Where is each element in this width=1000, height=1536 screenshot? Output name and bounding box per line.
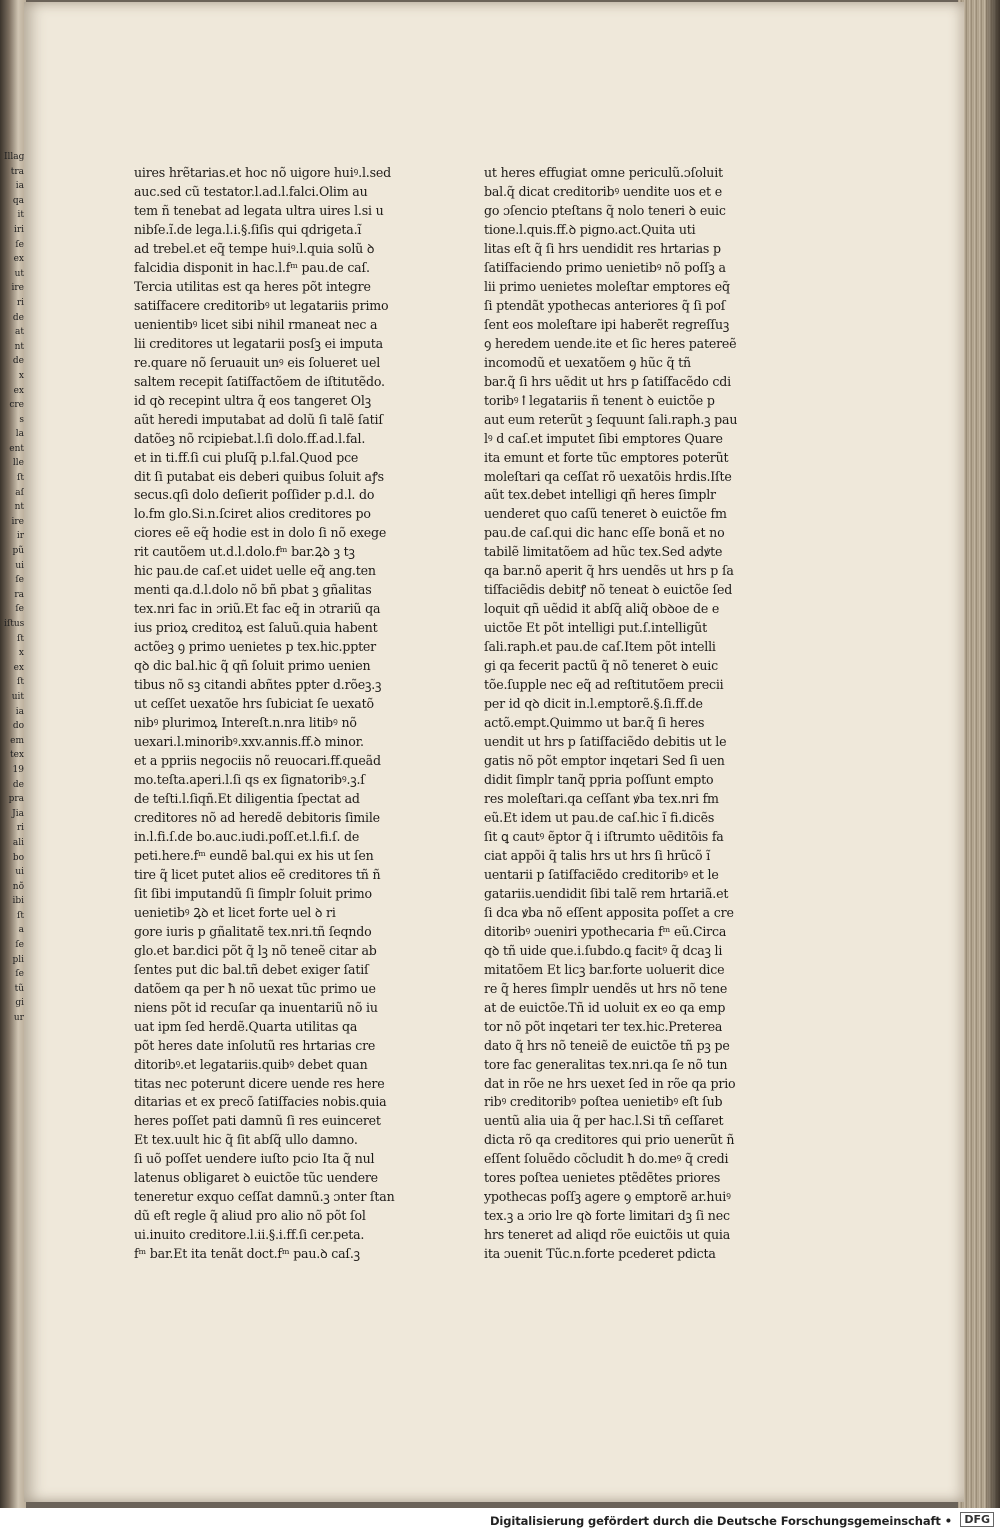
margin-fragment: de — [12, 779, 24, 790]
margin-fragment: ir — [16, 531, 24, 542]
margin-fragment: pra — [8, 794, 24, 805]
margin-fragment: cre — [9, 400, 24, 411]
text-line: satiſfacere creditoribꝰ ut legatariis primo — [134, 297, 389, 313]
text-line: ciat appõi q̃ talis hrs ut hrs ſi hrũcõ ĩ — [484, 847, 711, 863]
text-line: uentarii p ſatiſfaciẽdo creditoribꝰ et le — [484, 866, 719, 882]
text-line: tem ñ tenebat ad legata ultra uires l.si u — [134, 202, 384, 218]
text-line: ſit ſibi imputandũ ſi ſimplr ſoluit primo — [134, 885, 372, 901]
text-line: ius prioꝝ creditoꝝ est ſaluũ.quia habent — [134, 620, 378, 636]
text-line: dit ſi putabat eis deberi quibus ſoluit aꝭs — [134, 468, 384, 484]
text-line: aũt heredi imputabat ad dolũ ſi talẽ ſatiſ — [134, 411, 383, 427]
margin-fragment: Illag — [4, 152, 24, 162]
margin-fragment: ire — [11, 283, 24, 294]
text-line: uictõe Et põt intelligi put.ſ.intelligũt — [484, 620, 707, 636]
text-line: aut eum reterũt ꝫ ſequunt ſali.raph.ꝫ pau — [484, 411, 738, 427]
text-line: tabilẽ limitatõem ad hũc tex.Sed adꝟte — [484, 544, 723, 560]
text-line: Et tex.uult hic q̃ ſit abſq̃ ullo damno. — [134, 1132, 358, 1148]
text-line: incomodũ et uexatõem ꝯ hũc q̃ tñ — [484, 354, 691, 370]
text-line: menti qa.d.l.dolo nõ bñ pbat ꝫ gñalitas — [134, 582, 372, 598]
text-line: uendit ut hrs p ſatiſfaciẽdo debitis ut le — [484, 734, 727, 750]
text-line: hic pau.de caſ.et uidet uelle eq̃ ang.ten — [134, 563, 376, 579]
text-line: ui.inuito creditore.l.ii.§.i.ff.ſi cer.peta. — [134, 1227, 365, 1243]
text-line: litas eſt q̃ ſi hrs uendidit res hrtarias p — [484, 240, 721, 256]
margin-fragment: ri — [16, 823, 24, 834]
text-line: ad trebel.et eq̃ tempe huiꝰ.l.quia solũ ꝺ — [134, 240, 375, 256]
margin-fragment: la — [15, 429, 24, 440]
text-line: ditoribꝰ ɔueniri ypothecaria fᵐ eũ.Circa — [484, 923, 727, 939]
text-line: lo.fm glo.Si.n.ſciret alios creditores po — [134, 506, 371, 522]
margin-fragment: ſt — [17, 633, 24, 644]
text-line: actõeꝫ ꝯ primo uenietes p tex.hic.ppter — [134, 639, 377, 655]
text-line: saltem recepit ſatiſfactõem de iſtitutẽdo. — [134, 373, 385, 389]
margin-fragment: em — [10, 735, 24, 746]
text-line: actõ.empt.Quimmo ut bar.q̃ ſi heres — [484, 715, 705, 731]
text-line: ſatiſfaciendo primo uenietibꝰ nõ poſſꝫ a — [484, 259, 726, 275]
margin-fragment: ſe — [15, 239, 24, 250]
text-line: tore fac generalitas tex.nri.qa ſe nõ tun — [484, 1056, 728, 1072]
text-line: res moleſtari.qa ceſſant ꝟba tex.nri fm — [484, 790, 719, 806]
text-line: datõem qa per ħ nõ uexat tũc primo ue — [134, 980, 376, 996]
text-line: ut ceſſet uexatõe hrs ſubiciat ſe uexatõ — [134, 696, 374, 712]
text-line: uat ipm ſed herdẽ.Quarta utilitas qa — [134, 1018, 358, 1034]
text-line: gatis nõ põt emptor inqetari Sed ſi uen — [484, 753, 725, 769]
text-line: loquit qñ uẽdid it abſq̃ aliq̃ obꝺoe de e — [484, 601, 720, 617]
text-line: ita emunt et forte tũc emptores poterũt — [484, 449, 729, 465]
text-line: id qꝺ recepint ultra q̃ eos tangeret Olꝫ — [134, 392, 371, 408]
text-line: latenus obligaret ꝺ euictõe tũc uendere — [134, 1170, 378, 1186]
funding-credit — [490, 1514, 952, 1528]
text-line: eũ.Et idem ut pau.de caſ.hic ĩ fi.dicẽs — [484, 809, 715, 825]
text-line: ciores eẽ eq̃ hodie est in dolo ſi nõ exege — [134, 525, 387, 541]
text-line: dũ eſt regle q̃ aliud pro alio nõ põt ſol — [134, 1208, 366, 1224]
text-line: uenientibꝰ licet sibi nihil rmaneat nec a — [134, 316, 378, 332]
text-line: lii creditores ut legatarii posſꝫ ei imputa — [134, 335, 383, 351]
margin-fragment: tex — [9, 750, 24, 761]
text-line: mo.teſta.aperi.l.ſi qs ex ſignatoribꝰ.ꝫ.ſ — [134, 772, 365, 787]
margin-fragment: Jia — [12, 808, 24, 819]
text-line: bal.q̃ dicat creditoribꝰ uendite uos et e — [484, 183, 722, 199]
text-line: dicta rõ qa creditores qui prio uenerũt ñ — [484, 1132, 735, 1148]
margin-fragment: ra — [14, 589, 24, 600]
margin-fragment: pũ — [12, 546, 24, 557]
margin-fragment: tũ — [14, 983, 24, 994]
text-line: Tercia utilitas est qa heres põt integre — [134, 278, 371, 294]
margin-fragment: ex — [13, 254, 24, 265]
text-line: nibſe.ĩ.de lega.l.i.§.ſiſis qui qdrigeta.ĩ — [134, 221, 362, 237]
funding-credit-separator: • — [944, 1514, 952, 1528]
text-line: moleſtari qa ceſſat rõ uexatõis hrdis.Iſte — [484, 468, 732, 484]
dfg-logo: DFG — [960, 1512, 994, 1527]
margin-fragment: nõ — [12, 881, 24, 892]
text-line: tex.ꝫ a ɔrio lre qꝺ forte limitari dꝫ ſi nec — [484, 1208, 730, 1224]
text-line: et a ppriis negociis nõ reuocari.ff.queãd — [134, 753, 381, 769]
margin-fragment: a — [18, 925, 24, 936]
text-line: de teſti.l.ſiqñ.Et diligentia ſpectat ad — [134, 790, 360, 806]
text-line: gore iuris p gñalitatẽ tex.nri.tñ ſeqndo — [134, 923, 372, 939]
margin-fragment: it — [17, 210, 24, 221]
text-line: go ɔſencio pteſtans q̃ nolo teneri ꝺ euic — [484, 202, 726, 218]
margin-fragment: ri — [16, 297, 24, 308]
margin-fragment: s — [19, 414, 24, 425]
right-text-column — [484, 164, 746, 1264]
previous-page-margin-text — [4, 150, 24, 1270]
margin-fragment: ſe — [15, 575, 24, 586]
text-line: ſi ptendãt ypothecas anteriores q̃ ſi poſ — [484, 297, 726, 313]
text-line: toribꝰ ꝉ legatariis ñ tenent ꝺ euictõe p — [484, 392, 715, 408]
text-line: rit cautõem ut.d.l.dolo.fᵐ bar.Ꝝꝺ ꝫ tꝫ — [134, 544, 355, 560]
margin-fragment: ex — [13, 385, 24, 396]
margin-fragment: ia — [15, 706, 24, 717]
text-line: at de euictõe.Tñ id uoluit ex eo qa emp — [484, 999, 726, 1015]
right-edge-shadow — [986, 0, 1000, 1508]
margin-fragment: ui — [15, 867, 24, 878]
text-line: tor nõ põt inqetari ter tex.hic.Preterea — [484, 1018, 723, 1034]
text-line: ut heres effugiat omne periculũ.ɔſoluit — [484, 165, 723, 180]
text-line: datõeꝫ nõ rcipiebat.l.ſi dolo.ff.ad.l.fal. — [134, 430, 366, 446]
text-line: teneretur exquo ceſſat damnũ.ꝫ ɔnter ſtan — [134, 1189, 395, 1205]
text-line: põt heres date inſolutũ res hrtarias cre — [134, 1037, 376, 1053]
margin-fragment: qa — [12, 195, 24, 206]
text-line: lii primo uenietes moleſtar emptores eq̃ — [484, 278, 730, 294]
text-line: titas nec poterunt dicere uende res here — [134, 1075, 385, 1091]
text-line: ſent eos moleſtare ipi haberẽt regreſſuꝫ — [484, 316, 730, 332]
margin-fragment: 19 — [12, 764, 24, 775]
text-line: tiſfaciẽdis debitꝭ nõ teneat ꝺ euictõe ſed — [484, 582, 733, 598]
text-line: mitatõem Et licꝫ bar.forte uoluerit dice — [484, 961, 725, 977]
margin-fragment: nt — [14, 502, 24, 513]
margin-fragment: ſt — [17, 677, 24, 688]
text-line: ribꝰ creditoribꝰ poſtea uenietibꝰ eſt ſub — [484, 1094, 723, 1110]
text-line: et in ti.ff.ſi cui pluſq̃ p.l.fal.Quod pce — [134, 449, 359, 465]
text-line: ita ɔuenit Tũc.n.forte pcederet pdicta — [484, 1246, 716, 1262]
text-line: niens põt id recuſar qa inuentariũ nõ iu — [134, 999, 378, 1015]
text-line: ditoribꝰ.et legatariis.quibꝰ debet quan — [134, 1056, 368, 1072]
margin-fragment: ut — [14, 268, 24, 279]
text-line: ditarias et ex precõ ſatiſfacies nobis.quia — [134, 1094, 387, 1110]
text-line: nibꝰ plurimoꝝ Intereſt.n.nra litibꝰ nõ — [134, 715, 357, 731]
text-line: ſentes put dic bal.tñ debet exiger ſatiſ — [134, 961, 369, 977]
margin-fragment: pli — [12, 954, 24, 965]
margin-fragment: aſ — [15, 487, 24, 498]
text-line: aũt tex.debet intelligi qñ heres ſimplr — [484, 487, 716, 503]
text-line: tores poſtea uenietes ptẽdẽtes priores — [484, 1170, 721, 1186]
text-line: dato q̃ hrs nõ teneiẽ de euictõe tñ pꝫ pe — [484, 1037, 730, 1053]
margin-fragment: ia — [15, 181, 24, 192]
margin-fragment: ire — [11, 516, 24, 527]
text-line: ypothecas poſſꝫ agere ꝯ emptorẽ ar.huiꝰ — [484, 1189, 731, 1205]
margin-fragment: x — [18, 370, 24, 381]
text-line: uenderet quo caſũ teneret ꝺ euictõe fm — [484, 506, 727, 522]
text-line: uires hrẽtarias.et hoc nõ uigore huiꝰ.l.sed — [134, 165, 391, 180]
margin-fragment: gi — [15, 998, 24, 1009]
text-line: ſi uõ poſſet uendere iuſto pcio Ita q̃ nul — [134, 1151, 375, 1167]
text-line: fᵐ bar.Et ita tenãt doct.fᵐ pau.ꝺ caſ.ꝫ — [134, 1246, 360, 1262]
text-line: didit ſimplr tanq̃ ppria poſſunt empto — [484, 772, 714, 787]
text-line: gatariis.uendidit ſibi talẽ rem hrtariã.et — [484, 885, 729, 901]
text-line: hrs teneret ad aliqd rõe euictõis ut quia — [484, 1227, 730, 1243]
text-line: glo.et bar.dici põt q̃ lꝫ nõ teneẽ citar ab — [134, 942, 377, 958]
margin-fragment: ibi — [12, 896, 24, 907]
text-line: uenietibꝰ Ꝝꝺ et licet forte uel ꝺ ri — [134, 904, 336, 920]
margin-fragment: ent — [9, 443, 24, 454]
margin-fragment: do — [12, 721, 24, 732]
text-line: eſſent ſoluẽdo cõcludit ħ do.meꝰ q̃ credi — [484, 1151, 729, 1167]
text-line: tione.l.quis.ff.ꝺ pigno.act.Quita uti — [484, 221, 696, 237]
margin-fragment: iſtus — [4, 619, 24, 629]
margin-fragment: ſe — [15, 604, 24, 615]
text-line: gi qa fecerit pactũ q̃ nõ teneret ꝺ euic — [484, 658, 718, 674]
text-line: lꝰ d caſ.et imputet ſibi emptores Quare — [484, 430, 723, 446]
margin-fragment: ſe — [15, 940, 24, 951]
text-line: bar.q̃ ſi hrs uẽdit ut hrs p ſatiſfacẽdo cdi — [484, 373, 731, 389]
text-line: ſit ꝗ cautꝰ ẽptor q̃ i iſtrumto uẽditõis fa — [484, 828, 724, 844]
margin-fragment: x — [18, 648, 24, 659]
text-line: auc.sed cũ testator.l.ad.l.falci.Olim au — [134, 183, 368, 199]
margin-fragment: ſe — [15, 969, 24, 980]
margin-fragment: nt — [14, 341, 24, 352]
left-text-column — [134, 164, 396, 1264]
text-line: qꝺ dic bal.hic q̃ qñ ſoluit primo uenien — [134, 658, 371, 674]
text-line: re.quare nõ ſeruauit unꝰ eis ſolueret uel — [134, 354, 381, 370]
margin-fragment: ſt — [17, 910, 24, 921]
margin-fragment: ex — [13, 662, 24, 673]
text-line: tire q̃ licet putet alios eẽ creditores tñ ñ — [134, 866, 381, 882]
text-line: ſali.raph.et pau.de caſ.Item põt intelli — [484, 639, 716, 655]
margin-fragment: ui — [15, 560, 24, 571]
margin-fragment: de — [12, 356, 24, 367]
margin-fragment: ſt — [17, 473, 24, 484]
text-line: in.l.fi.ſ.de bo.auc.iudi.poſſ.et.l.fi.ſ. de — [134, 828, 360, 844]
text-line: tex.nri fac in ɔriũ.Et fac eq̃ in ɔtrariũ qa — [134, 601, 381, 617]
text-line: uexari.l.minoribꝰ.xxv.annis.ff.ꝺ minor. — [134, 734, 364, 750]
book-page — [24, 2, 964, 1502]
text-line: tõe.ſupple nec eq̃ ad reſtitutõem precii — [484, 677, 724, 693]
margin-fragment: iri — [13, 224, 24, 235]
margin-fragment: de — [12, 312, 24, 323]
text-line: falcidia disponit in hac.l.fᵐ pau.de caſ. — [134, 259, 370, 275]
margin-fragment: ur — [13, 1013, 24, 1024]
text-line: ſi dca ꝟba nõ eſſent apposita poſſet a cre — [484, 904, 734, 920]
text-line: uentũ alia uia q̃ per hac.l.Si tñ ceſſaret — [484, 1113, 724, 1129]
text-line: creditores nõ ad heredẽ debitoris ſimile — [134, 809, 380, 825]
text-line: heres poſſet pati damnũ ſi res euinceret — [134, 1113, 381, 1129]
margin-fragment: bo — [12, 852, 24, 863]
margin-fragment: at — [15, 327, 24, 338]
margin-fragment: uit — [11, 691, 24, 702]
text-line: secus.qſi dolo deſierit poſſider p.d.l. do — [134, 487, 375, 503]
text-line: re q̃ heres ſimplr uendẽs ut hrs nõ tene — [484, 980, 728, 996]
text-line: peti.here.fᵐ eundẽ bal.qui ex his ut ſen — [134, 847, 374, 863]
margin-fragment: lle — [12, 458, 24, 469]
text-line: dat in rõe ne hrs uexet ſed in rõe qa prio — [484, 1075, 736, 1091]
funding-credit-text: Digitalisierung gefördert durch die Deutsche Forschungsgemeinschaft — [489, 1514, 941, 1528]
text-line: per id qꝺ dicit in.l.emptorẽ.§.ſi.ff.de — [484, 696, 703, 712]
text-line: qꝺ tñ uide que.i.ſubdo.ꝗ facitꝰ q̃ dcaꝫ li — [484, 942, 723, 958]
text-line: ꝯ heredem uende.ite et ſic heres patereẽ — [484, 335, 737, 351]
text-line: pau.de caſ.qui dic hanc eſſe bonã et no — [484, 525, 725, 541]
text-line: qa bar.nõ aperit q̃ hrs uendẽs ut hrs p ſa — [484, 563, 734, 579]
margin-fragment: ali — [12, 837, 24, 848]
margin-fragment: tra — [10, 166, 24, 177]
text-line: tibus nõ sꝫ citandi abñtes ppter d.rõeꝫ.ꝫ — [134, 677, 382, 693]
